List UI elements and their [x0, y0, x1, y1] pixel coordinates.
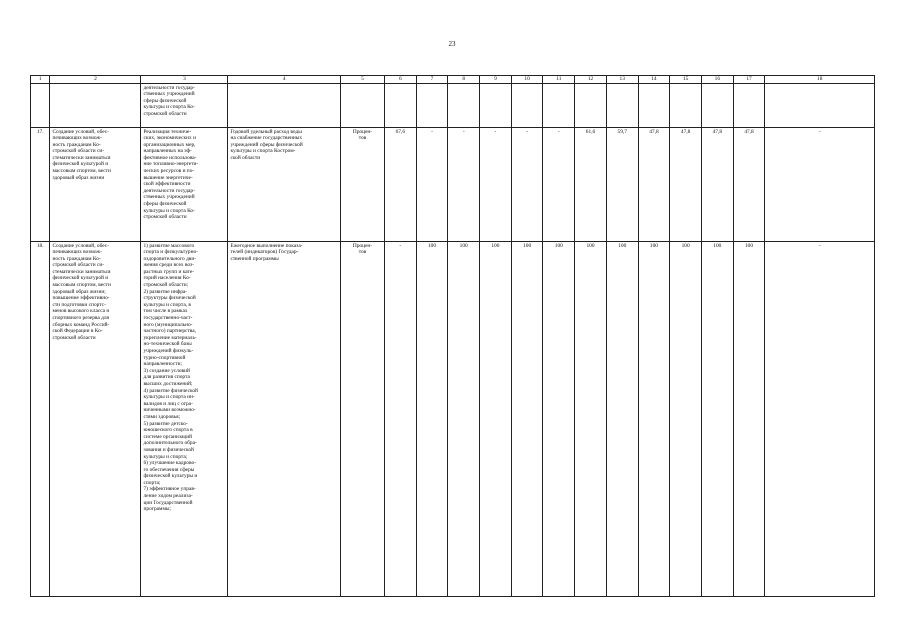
header-cell: 18 [765, 76, 875, 84]
value-cell: 47,8 [733, 127, 765, 241]
value-cell: 100 [480, 241, 512, 596]
header-cell: 9 [480, 76, 512, 84]
value-cell: 47,8 [638, 127, 670, 241]
value-cell [575, 83, 607, 127]
value-cell: - [448, 127, 480, 241]
header-cell: 7 [416, 76, 448, 84]
value-cell: 47,8 [670, 127, 702, 241]
header-cell: 3 [141, 76, 228, 84]
value-cell: 100 [416, 241, 448, 596]
value-cell: - [416, 127, 448, 241]
value-cell: - [511, 127, 543, 241]
note-cell: - [765, 127, 875, 241]
row-number-cell: 17. [31, 127, 50, 241]
header-cell: 4 [228, 76, 341, 84]
value-cell: 59,7 [606, 127, 638, 241]
tasks-cell: Реализация техниче- ских, экономических и организационных мер, направленных на эф- фективное использова- ние топливно-энергети- ческих ресурсов и по- вышение энергетиче- ской эффективности деятельности государ- ственных учреждений сферы физической культуры и спорта Ко- стромской области [141, 127, 228, 241]
goal-cell: Создание условий, обес- печивающих возмож- ность гражданам Ко- стромской области си- стематически заниматься физической культурой и массовым спортом, вести здоровый образ жизни [50, 127, 141, 241]
value-cell: 100 [543, 241, 575, 596]
value-cell: 100 [733, 241, 765, 596]
tasks-cell: деятельности государ- ственных учреждений сферы физической культуры и спорта Ко- стромской области [141, 83, 228, 127]
value-cell: 100 [575, 241, 607, 596]
header-cell: 1 [31, 76, 50, 84]
header-cell: 2 [50, 76, 141, 84]
value-cell: 47,8 [701, 127, 733, 241]
table-row [31, 127, 875, 241]
header-cell: 10 [511, 76, 543, 84]
header-cell: 13 [606, 76, 638, 84]
value-cell [384, 83, 416, 127]
value-cell: 100 [670, 241, 702, 596]
value-cell [701, 83, 733, 127]
value-cell: 100 [511, 241, 543, 596]
header-cell: 15 [670, 76, 702, 84]
unit-cell: Процен- тов [340, 241, 384, 596]
unit-cell [340, 83, 384, 127]
value-cell: 100 [638, 241, 670, 596]
tasks-cell: 1) развитие массового спорта и физкультурно- оздоровительного дви- жения среди всех воз- растных групп и кате- горий населения Ко- стромской области; 2) развитие инфра- структуры физической культуры и спорта, в том числе в рамках государственно-част- ного (муниципально- частного) партнерства, укрепление материаль- но-технической базы учреждений физкуль- турно-спортивной направленности; 3) создание условий для развития спорта высших достижений; 4) развитие физической культуры и спорта ин- валидов и лиц с огра- ниченными возможно- стями здоровья; 5) развитие детско- юношеского спорта в системе организаций дополнительного обра- зования и физической культуры и спорта; 6) улучшение кадрово- го обеспечения сферы физической культуры и спорта; 7) эффективное управ- ление ходом реализа- ции Государственной программы; [141, 241, 228, 596]
value-cell: 61,6 [575, 127, 607, 241]
value-cell [480, 83, 512, 127]
row-number-cell: 18. [31, 241, 50, 596]
value-cell: 100 [448, 241, 480, 596]
header-cell: 16 [701, 76, 733, 84]
value-cell: - [480, 127, 512, 241]
page-number: 23 [448, 40, 456, 48]
value-cell: - [384, 241, 416, 596]
value-cell [511, 83, 543, 127]
value-cell: 100 [606, 241, 638, 596]
indicator-cell [228, 83, 341, 127]
goal-cell: Создание условий, обес- печивающих возмож- ность гражданам Ко- стромской области си- стематически заниматься физической культурой и массовым спортом, вести здоровый образ жизни; повышение эффективно- сти подготовки спортс- менов высокого класса и спортивного резерва для сборных команд Россий- ской Федерации в Ко- стромской области [50, 241, 141, 596]
header-cell: 12 [575, 76, 607, 84]
table-row [31, 83, 875, 127]
value-cell: 67,6 [384, 127, 416, 241]
note-cell: - [765, 241, 875, 596]
header-cell: 8 [448, 76, 480, 84]
value-cell [733, 83, 765, 127]
header-row [31, 76, 875, 84]
header-cell: 6 [384, 76, 416, 84]
value-cell [448, 83, 480, 127]
header-cell: 17 [733, 76, 765, 84]
value-cell [606, 83, 638, 127]
value-cell: - [543, 127, 575, 241]
row-number-cell [31, 83, 50, 127]
value-cell [543, 83, 575, 127]
value-cell [670, 83, 702, 127]
indicator-cell: Годовой удельный расход воды на снабжение государственных учреждений сферы физической культуры и спорта Костром- ской области [228, 127, 341, 241]
unit-cell: Процен- тов [340, 127, 384, 241]
note-cell [765, 83, 875, 127]
header-cell: 14 [638, 76, 670, 84]
value-cell [638, 83, 670, 127]
table-row [31, 241, 875, 596]
header-cell: 11 [543, 76, 575, 84]
header-cell: 5 [340, 76, 384, 84]
indicator-cell: Ежегодное выполнение показа- телей (индикаторов) Государ- ственной программы [228, 241, 341, 596]
value-cell: 100 [701, 241, 733, 596]
indicators-table [30, 75, 875, 597]
value-cell [416, 83, 448, 127]
goal-cell [50, 83, 141, 127]
